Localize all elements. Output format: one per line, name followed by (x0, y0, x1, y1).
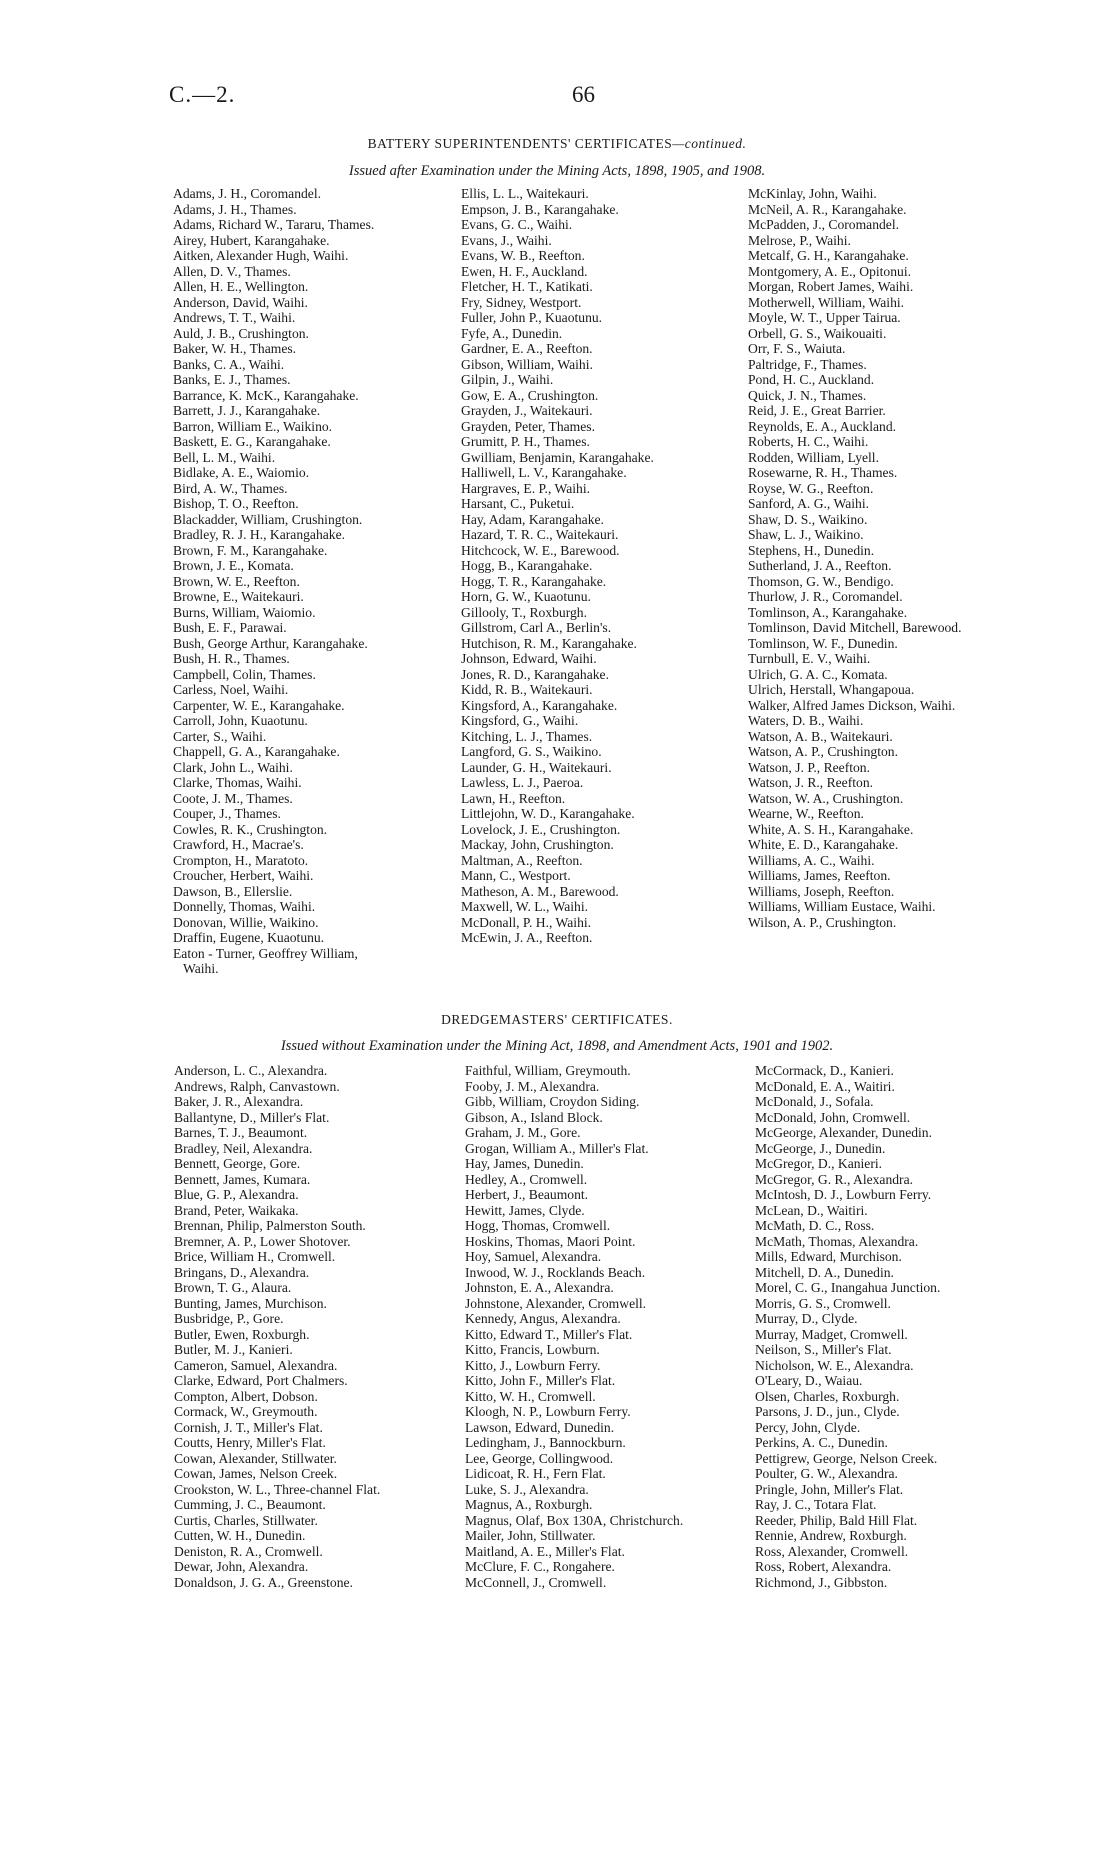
list-entry: Johnson, Edward, Waihi. (461, 651, 597, 666)
list-entry: Mackay, John, Crushington. (461, 837, 614, 852)
list-entry: Herbert, J., Beaumont. (465, 1187, 589, 1202)
list-entry: McDonall, P. H., Waihi. (461, 914, 592, 930)
list-entry: Kitto, John F., Miller's Flat. (465, 1373, 616, 1388)
list-entry: Bush, George Arthur, Karangahake. (173, 635, 368, 651)
list-entry: Coutts, Henry, Miller's Flat. (174, 1435, 326, 1450)
list-entry: Gillooly, T., Roxburgh. (461, 604, 587, 620)
list-entry: Watson, A. P., Crushington. (748, 744, 898, 759)
list-entry: Barron, William E., Waikino. (173, 418, 333, 434)
list-entry: Bringans, D., Alexandra. (174, 1264, 310, 1280)
list-entry: Kidd, R. B., Waitekauri. (461, 682, 593, 697)
list-entry: Cowan, Alexander, Stillwater. (174, 1450, 337, 1466)
list-entry: Parsons, J. D., jun., Clyde. (755, 1404, 900, 1419)
list-entry: Empson, J. B., Karangahake. (461, 201, 619, 217)
list-entry: Langford, G. S., Waikino. (461, 744, 602, 759)
list-entry: McPadden, J., Coromandel. (748, 217, 900, 232)
list-entry: Auld, J. B., Crushington. (173, 325, 309, 341)
list-entry: McDonald, J., Sofala. (755, 1094, 874, 1109)
list-entry: Shaw, L. J., Waikino. (748, 527, 864, 542)
list-entry: Hogg, B., Karangahake. (461, 558, 593, 573)
list-entry: Inwood, W. J., Rocklands Beach. (465, 1264, 646, 1280)
list-entry: Couper, J., Thames. (173, 806, 281, 821)
list-entry: Browne, E., Waitekauri. (173, 589, 304, 604)
list-entry: Bradley, R. J. H., Karangahake. (173, 527, 346, 542)
list-entry: Cornish, J. T., Miller's Flat. (174, 1419, 323, 1435)
list-entry: Cumming, J. C., Beaumont. (174, 1497, 326, 1512)
list-entry: Hazard, T. R. C., Waitekauri. (461, 527, 619, 542)
list-entry: Lidicoat, R. H., Fern Flat. (465, 1466, 606, 1481)
list-entry: Crawford, H., Macrae's. (173, 837, 304, 852)
list-entry: Maltman, A., Reefton. (461, 852, 583, 868)
list-entry: Cormack, W., Greymouth. (174, 1404, 318, 1419)
list-entry: Tomlinson, W. F., Dunedin. (748, 635, 898, 651)
list-entry: Luke, S. J., Alexandra. (465, 1481, 589, 1497)
list-entry: Olsen, Charles, Roxburgh. (755, 1388, 900, 1404)
list-entry: McLean, D., Waitiri. (755, 1202, 868, 1218)
list-entry: Mills, Edward, Murchison. (755, 1249, 902, 1264)
list-entry: Grayden, J., Waitekauri. (461, 403, 593, 418)
list-entry: Tomlinson, David Mitchell, Barewood. (748, 620, 962, 635)
list-entry: Donnelly, Thomas, Waihi. (173, 899, 316, 914)
list-entry: Horn, G. W., Kuaotunu. (461, 589, 591, 604)
list-entry: Ellis, L. L., Waitekauri. (461, 186, 589, 201)
list-entry: Barrett, J. J., Karangahake. (173, 403, 321, 418)
dredge-section-subtitle: Issued without Examination under the Mining Act, 1898, and Amendment Acts, 1901 and 1902. (280, 1038, 834, 1054)
list-entry: Hargraves, E. P., Waihi. (461, 480, 591, 496)
list-entry: Cameron, Samuel, Alexandra. (174, 1357, 338, 1373)
list-entry: Brown, F. M., Karangahake. (173, 542, 328, 558)
list-entry: White, E. D., Karangahake. (748, 837, 899, 852)
list-entry: Anderson, L. C., Alexandra. (174, 1063, 328, 1078)
list-entry: O'Leary, D., Waiau. (755, 1373, 863, 1388)
list-entry: Quick, J. N., Thames. (748, 387, 867, 403)
list-entry: Carter, S., Waihi. (173, 728, 267, 744)
list-entry: Adams, J. H., Coromandel. (173, 186, 322, 201)
list-entry: White, A. S. H., Karangahake. (748, 821, 914, 837)
list-entry: Morgan, Robert James, Waihi. (748, 279, 914, 294)
list-entry: Gow, E. A., Crushington. (461, 387, 599, 403)
list-entry: Stephens, H., Dunedin. (748, 542, 875, 558)
list-entry: Burns, William, Waiomio. (173, 604, 316, 620)
list-entry: Reid, J. E., Great Barrier. (748, 403, 886, 418)
list-entry: Fyfe, A., Dunedin. (461, 325, 563, 341)
list-entry: Sanford, A. G., Waihi. (748, 496, 869, 511)
list-entry: McNeil, A. R., Karangahake. (748, 201, 907, 217)
list-entry: Cutten, W. H., Dunedin. (174, 1528, 306, 1543)
list-entry: Hitchcock, W. E., Barewood. (461, 542, 620, 558)
list-entry: Lawson, Edward, Dunedin. (465, 1419, 615, 1435)
list-entry: Chappell, G. A., Karangahake. (173, 744, 340, 759)
list-entry: Lawless, L. J., Paeroa. (461, 775, 584, 790)
list-entry: Hay, Adam, Karangahake. (461, 511, 604, 527)
list-entry: Adams, J. H., Thames. (173, 201, 297, 217)
list-entry: Grogan, William A., Miller's Flat. (465, 1140, 649, 1156)
list-entry: Hedley, A., Cromwell. (465, 1171, 588, 1187)
list-entry: Johnston, E. A., Alexandra. (465, 1280, 614, 1295)
list-entry: Richmond, J., Gibbston. (755, 1574, 888, 1590)
list-entry: McCormack, D., Kanieri. (755, 1063, 894, 1078)
list-entry: Percy, John, Clyde. (755, 1419, 861, 1435)
list-entry: Bennett, George, Gore. (174, 1156, 301, 1171)
list-entry: Baker, J. R., Alexandra. (174, 1094, 304, 1109)
list-entry: Littlejohn, W. D., Karangahake. (461, 806, 635, 821)
list-entry: Reynolds, E. A., Auckland. (748, 418, 897, 434)
list-entry: Royse, W. G., Reefton. (748, 480, 874, 496)
battery-title-text: BATTERY SUPERINTENDENTS' CERTIFICATES (367, 136, 673, 151)
list-entry: Montgomery, A. E., Opitonui. (748, 263, 911, 279)
list-entry: Waihi. (183, 961, 219, 976)
list-entry: Hogg, Thomas, Cromwell. (465, 1218, 611, 1233)
list-entry: McKinlay, John, Waihi. (748, 186, 877, 201)
list-entry: Bunting, James, Murchison. (174, 1295, 327, 1311)
list-entry: Ross, Alexander, Cromwell. (755, 1543, 909, 1559)
list-entry: Butler, Ewen, Roxburgh. (174, 1326, 310, 1342)
list-entry: Roberts, H. C., Waihi. (748, 434, 869, 449)
list-entry: Sutherland, J. A., Reefton. (748, 558, 892, 573)
list-entry: Anderson, David, Waihi. (173, 294, 308, 310)
list-entry: Draffin, Eugene, Kuaotunu. (173, 930, 325, 945)
list-entry: Williams, James, Reefton. (748, 868, 891, 883)
list-entry: Rosewarne, R. H., Thames. (748, 465, 898, 480)
list-entry: Donovan, Willie, Waikino. (173, 914, 319, 930)
list-entry: Brennan, Philip, Palmerston South. (174, 1218, 366, 1233)
list-entry: Williams, William Eustace, Waihi. (748, 899, 936, 914)
battery-section-title (0, 136, 1114, 152)
list-entry: Watson, W. A., Crushington. (748, 790, 904, 806)
list-entry: Blue, G. P., Alexandra. (174, 1187, 299, 1202)
list-entry: Baskett, E. G., Karangahake. (173, 434, 331, 449)
list-entry: Dewar, John, Alexandra. (174, 1559, 309, 1574)
list-entry: Croucher, Herbert, Waihi. (173, 868, 314, 883)
list-entry: Andrews, Ralph, Canvastown. (174, 1078, 340, 1094)
list-entry: Faithful, William, Greymouth. (465, 1063, 631, 1078)
list-entry: Magnus, A., Roxburgh. (465, 1497, 593, 1512)
list-entry: Hoy, Samuel, Alexandra. (465, 1249, 602, 1264)
list-entry: Murray, Madget, Cromwell. (755, 1326, 908, 1342)
list-entry: Gillstrom, Carl A., Berlin's. (461, 620, 612, 635)
battery-column-2 (461, 186, 654, 946)
list-entry: Launder, G. H., Waitekauri. (461, 759, 612, 775)
list-entry: Metcalf, G. H., Karangahake. (748, 248, 909, 263)
list-entry: Carless, Noel, Waihi. (173, 682, 289, 697)
battery-column-1 (173, 186, 374, 977)
list-entry: Dawson, B., Ellerslie. (173, 883, 293, 899)
list-entry: McGregor, D., Kanieri. (755, 1156, 883, 1171)
list-entry: Halliwell, L. V., Karangahake. (461, 465, 627, 480)
list-entry: Maxwell, W. L., Waihi. (461, 899, 589, 914)
list-entry: Crompton, H., Maratoto. (173, 852, 309, 868)
dredge-column-1 (174, 1063, 380, 1590)
list-entry: Brice, William H., Cromwell. (174, 1249, 336, 1264)
list-entry: Gibb, William, Croydon Siding. (465, 1094, 640, 1109)
list-entry: Hogg, T. R., Karangahake. (461, 573, 607, 589)
list-entry: Mitchell, D. A., Dunedin. (755, 1264, 894, 1280)
list-entry: Kitto, Edward T., Miller's Flat. (465, 1326, 633, 1342)
list-entry: Kennedy, Angus, Alexandra. (465, 1311, 621, 1326)
list-entry: Mailer, John, Stillwater. (465, 1528, 596, 1543)
list-entry: Fooby, J. M., Alexandra. (465, 1078, 600, 1094)
list-entry: Gilpin, J., Waihi. (461, 372, 554, 387)
list-entry: Gibson, A., Island Block. (465, 1109, 603, 1125)
list-entry: Johnstone, Alexander, Cromwell. (465, 1295, 647, 1311)
list-entry: Ulrich, G. A. C., Komata. (748, 666, 888, 682)
list-entry: Airey, Hubert, Karangahake. (173, 232, 330, 248)
list-entry: Cowan, James, Nelson Creek. (174, 1466, 338, 1481)
list-entry: McIntosh, D. J., Lowburn Ferry. (755, 1187, 932, 1202)
report-reference: C.—2. (169, 82, 236, 107)
list-entry: Bishop, T. O., Reefton. (173, 496, 299, 511)
list-entry: McMath, D. C., Ross. (755, 1218, 875, 1233)
list-entry: McGeorge, Alexander, Dunedin. (755, 1125, 933, 1140)
list-entry: Melrose, P., Waihi. (748, 232, 851, 248)
list-entry: Baker, W. H., Thames. (173, 341, 297, 356)
list-entry: Rodden, William, Lyell. (748, 449, 879, 465)
list-entry: Busbridge, P., Gore. (174, 1311, 284, 1326)
list-entry: Cowles, R. K., Crushington. (173, 821, 328, 837)
dredge-section-title: DREDGEMASTERS' CERTIFICATES. (441, 1012, 673, 1027)
list-entry: Ross, Robert, Alexandra. (755, 1559, 892, 1574)
list-entry: McEwin, J. A., Reefton. (461, 930, 593, 945)
dredge-column-3 (755, 1063, 940, 1590)
list-entry: Ballantyne, D., Miller's Flat. (174, 1109, 330, 1125)
list-entry: Lee, George, Collingwood. (465, 1450, 614, 1466)
list-entry: Watson, J. P., Reefton. (748, 759, 870, 775)
list-entry: Fry, Sidney, Westport. (461, 294, 582, 310)
list-entry: Carpenter, W. E., Karangahake. (173, 697, 345, 713)
list-entry: Evans, G. C., Waihi. (461, 217, 573, 232)
list-entry: Turnbull, E. V., Waihi. (748, 651, 871, 666)
list-entry: Gardner, E. A., Reefton. (461, 341, 593, 356)
list-entry: Walker, Alfred James Dickson, Waihi. (748, 697, 956, 713)
list-entry: Kitto, J., Lowburn Ferry. (465, 1357, 601, 1373)
list-entry: McConnell, J., Cromwell. (465, 1574, 607, 1590)
list-entry: Evans, W. B., Reefton. (461, 248, 585, 263)
list-entry: Kingsford, G., Waihi. (461, 713, 579, 728)
list-entry: Paltridge, F., Thames. (748, 356, 867, 372)
list-entry: Morris, G. S., Cromwell. (755, 1295, 891, 1311)
list-entry: Kitching, L. J., Thames. (461, 728, 593, 744)
list-entry: Aitken, Alexander Hugh, Waihi. (173, 248, 349, 263)
list-entry: Bell, L. M., Waihi. (173, 449, 276, 465)
list-entry: Coote, J. M., Thames. (173, 790, 293, 806)
list-entry: Barnes, T. J., Beaumont. (174, 1125, 308, 1140)
list-entry: Fuller, John P., Kuaotunu. (461, 310, 603, 325)
list-entry: Bidlake, A. E., Waiomio. (173, 465, 310, 480)
list-entry: Pond, H. C., Auckland. (748, 372, 875, 387)
list-entry: Fletcher, H. T., Katikati. (461, 279, 593, 294)
list-entry: Kingsford, A., Karangahake. (461, 697, 618, 713)
list-entry: Allen, H. E., Wellington. (173, 279, 309, 294)
list-entry: Pettigrew, George, Nelson Creek. (755, 1450, 938, 1466)
list-entry: Bennett, James, Kumara. (174, 1171, 311, 1187)
list-entry: Clark, John L., Waihi. (173, 759, 293, 775)
list-entry: Barrance, K. McK., Karangahake. (173, 387, 359, 403)
list-entry: Deniston, R. A., Cromwell. (174, 1543, 323, 1559)
list-entry: McGeorge, J., Dunedin. (755, 1140, 886, 1156)
list-entry: Kitto, Francis, Lowburn. (465, 1342, 600, 1357)
list-entry: Adams, Richard W., Tararu, Thames. (173, 217, 375, 232)
list-entry: McClure, F. C., Rongahere. (465, 1559, 615, 1574)
list-entry: Nicholson, W. E., Alexandra. (755, 1357, 914, 1373)
list-entry: Gwilliam, Benjamin, Karangahake. (461, 449, 654, 465)
list-entry: Allen, D. V., Thames. (173, 263, 291, 279)
list-entry: Orr, F. S., Waiuta. (748, 341, 846, 356)
list-entry: Brand, Peter, Waikaka. (174, 1202, 299, 1218)
list-entry: Kloogh, N. P., Lowburn Ferry. (465, 1404, 631, 1419)
list-entry: Curtis, Charles, Stillwater. (174, 1512, 318, 1528)
list-entry: Banks, E. J., Thames. (173, 372, 291, 387)
list-entry: Murray, D., Clyde. (755, 1311, 858, 1326)
battery-column-3 (748, 186, 962, 930)
list-entry: Matheson, A. M., Barewood. (461, 883, 619, 899)
list-entry: Wilson, A. P., Crushington. (748, 914, 897, 930)
list-entry: Ewen, H. F., Auckland. (461, 263, 588, 279)
list-entry: Bird, A. W., Thames. (173, 480, 288, 496)
list-entry: Wearne, W., Reefton. (748, 806, 864, 821)
list-entry: Magnus, Olaf, Box 130A, Christchurch. (465, 1512, 684, 1528)
list-entry: Clarke, Thomas, Waihi. (173, 775, 302, 790)
list-entry: Perkins, A. C., Dunedin. (755, 1435, 888, 1450)
list-entry: Waters, D. B., Waihi. (748, 713, 864, 728)
list-entry: Crookston, W. L., Three-channel Flat. (174, 1481, 381, 1497)
list-entry: Butler, M. J., Kanieri. (174, 1342, 293, 1357)
list-entry: McMath, Thomas, Alexandra. (755, 1233, 919, 1249)
list-entry: Banks, C. A., Waihi. (173, 356, 285, 372)
list-entry: Donaldson, J. G. A., Greenstone. (174, 1574, 353, 1590)
list-entry: Bush, E. F., Parawai. (173, 620, 287, 635)
page-number: 66 (572, 82, 595, 107)
list-entry: Williams, A. C., Waihi. (748, 852, 875, 868)
list-entry: Compton, Albert, Dobson. (174, 1388, 318, 1404)
list-entry: Campbell, Colin, Thames. (173, 666, 316, 682)
list-entry: Hoskins, Thomas, Maori Point. (465, 1233, 636, 1249)
list-entry: Brown, J. E., Komata. (173, 558, 294, 573)
list-entry: Reeder, Philip, Bald Hill Flat. (755, 1512, 918, 1528)
battery-title-suffix: —continued. (672, 136, 747, 151)
list-entry: Clarke, Edward, Port Chalmers. (174, 1373, 348, 1388)
list-entry: Gibson, William, Waihi. (461, 356, 593, 372)
battery-section-subtitle: Issued after Examination under the Mining Acts, 1898, 1905, and 1908. (348, 163, 766, 179)
list-entry: Evans, J., Waihi. (461, 232, 552, 248)
list-entry: Pringle, John, Miller's Flat. (755, 1481, 904, 1497)
dredge-column-2 (465, 1063, 683, 1590)
list-entry: Shaw, D. S., Waikino. (748, 511, 868, 527)
list-entry: Hewitt, James, Clyde. (465, 1202, 585, 1218)
list-entry: Grayden, Peter, Thames. (461, 418, 595, 434)
list-entry: Tomlinson, A., Karangahake. (748, 604, 908, 620)
list-entry: Watson, A. B., Waitekauri. (748, 728, 893, 744)
list-entry: Brown, W. E., Reefton. (173, 573, 300, 589)
list-entry: Grumitt, P. H., Thames. (461, 434, 590, 449)
list-entry: Brown, T. G., Alaura. (174, 1280, 292, 1295)
list-entry: Kitto, W. H., Cromwell. (465, 1388, 596, 1404)
list-entry: Watson, J. R., Reefton. (748, 775, 874, 790)
list-entry: McDonald, E. A., Waitiri. (755, 1078, 895, 1094)
list-entry: McDonald, John, Cromwell. (755, 1109, 911, 1125)
list-entry: Ulrich, Herstall, Whangapoua. (748, 682, 915, 697)
list-entry: Lovelock, J. E., Crushington. (461, 821, 621, 837)
list-entry: Rennie, Andrew, Roxburgh. (755, 1528, 907, 1543)
list-entry: Poulter, G. W., Alexandra. (755, 1466, 898, 1481)
list-entry: Morel, C. G., Inangahua Junction. (755, 1280, 941, 1295)
list-entry: Ledingham, J., Bannockburn. (465, 1435, 626, 1450)
list-entry: Maitland, A. E., Miller's Flat. (465, 1543, 625, 1559)
list-entry: Andrews, T. T., Waihi. (173, 310, 296, 325)
list-entry: Carroll, John, Kuaotunu. (173, 713, 308, 728)
list-entry: Orbell, G. S., Waikouaiti. (748, 325, 887, 341)
list-entry: Bradley, Neil, Alexandra. (174, 1140, 313, 1156)
list-entry: Thurlow, J. R., Coromandel. (748, 589, 903, 604)
list-entry: McGregor, G. R., Alexandra. (755, 1171, 914, 1187)
list-entry: Motherwell, William, Waihi. (748, 294, 905, 310)
list-entry: Bush, H. R., Thames. (173, 651, 290, 666)
list-entry: Lawn, H., Reefton. (461, 790, 566, 806)
list-entry: Bremner, A. P., Lower Shotover. (174, 1233, 351, 1249)
list-entry: Blackadder, William, Crushington. (173, 511, 363, 527)
list-entry: Thomson, G. W., Bendigo. (748, 573, 894, 589)
list-entry: Williams, Joseph, Reefton. (748, 883, 895, 899)
list-entry: Ray, J. C., Totara Flat. (755, 1497, 877, 1512)
list-entry: Hay, James, Dunedin. (465, 1156, 584, 1171)
list-entry: Graham, J. M., Gore. (465, 1125, 581, 1140)
list-entry: Mann, C., Westport. (461, 868, 571, 883)
list-entry: Jones, R. D., Karangahake. (461, 666, 609, 682)
list-entry: Harsant, C., Puketui. (461, 496, 575, 511)
list-entry: Neilson, S., Miller's Flat. (755, 1342, 892, 1357)
list-entry: Eaton - Turner, Geoffrey William, (173, 945, 358, 961)
list-entry: Hutchison, R. M., Karangahake. (461, 635, 637, 651)
list-entry: Moyle, W. T., Upper Tairua. (748, 310, 901, 325)
